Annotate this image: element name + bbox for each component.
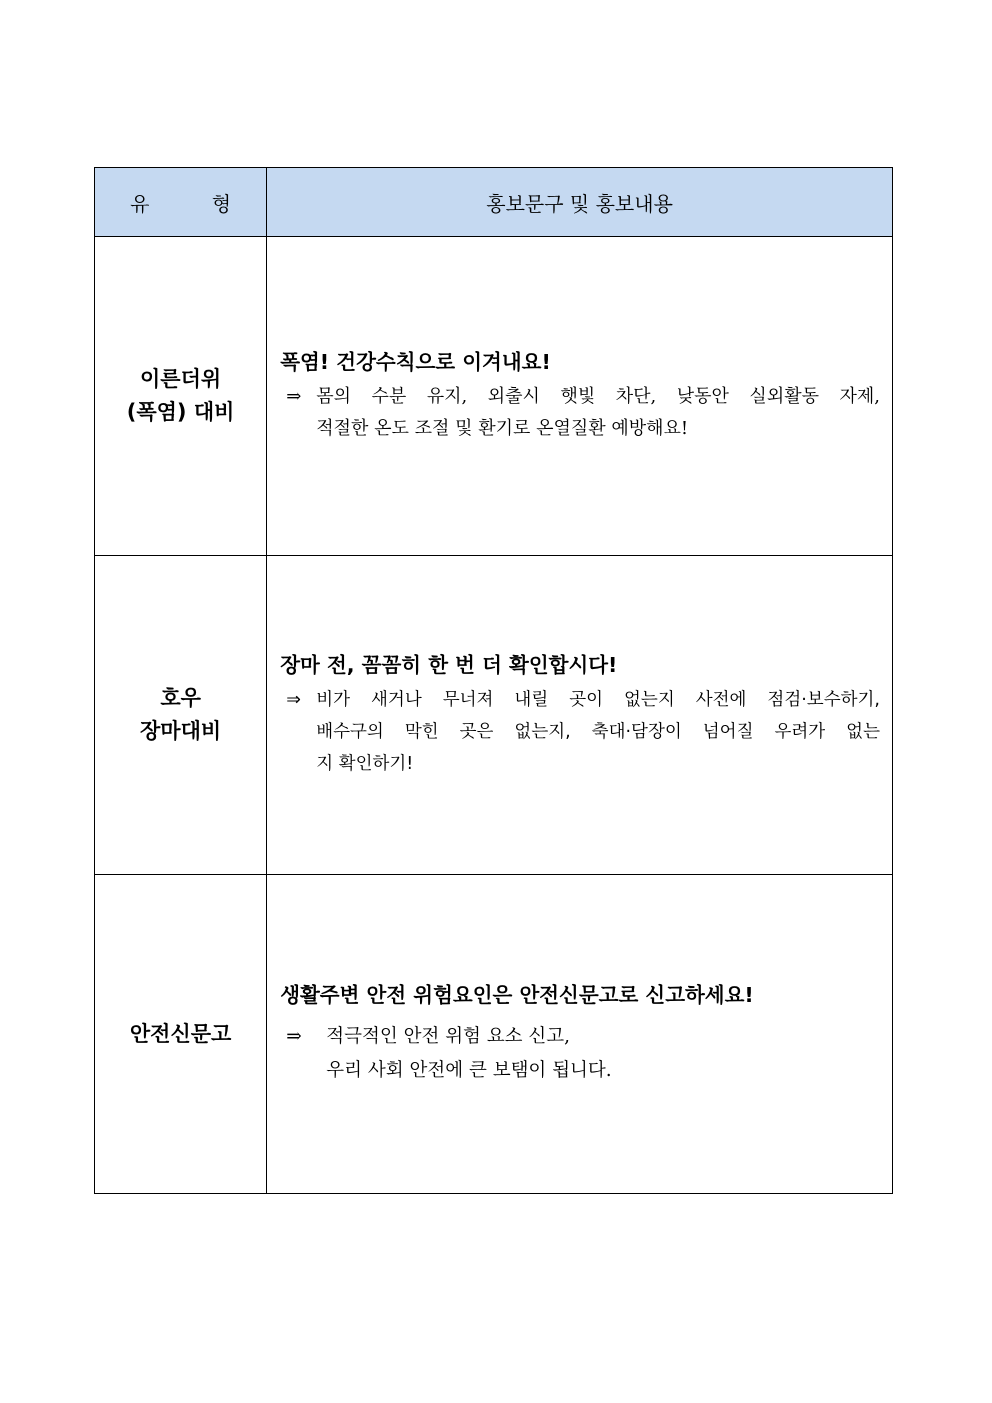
headline: 생활주변 안전 위험요인은 안전신문고로 신고하세요! bbox=[280, 983, 754, 1007]
type-label-line: 안전신문고 bbox=[129, 1021, 232, 1046]
header-type-label: 유 형 bbox=[130, 191, 260, 216]
header-content-label: 홍보문구 및 홍보내용 bbox=[486, 191, 673, 216]
type-cell bbox=[95, 875, 267, 1194]
detail-line: 적극적인 안전 위험 요소 신고, bbox=[326, 1026, 571, 1047]
detail-block bbox=[280, 381, 880, 445]
type-label-line: (폭염) 대비 bbox=[126, 400, 235, 424]
detail-block bbox=[280, 1020, 880, 1088]
type-cell bbox=[95, 556, 267, 875]
content-cell bbox=[267, 875, 893, 1194]
table-row-monsoon bbox=[95, 556, 893, 875]
arrow-icon: ⇒ bbox=[286, 1026, 302, 1047]
detail-text bbox=[316, 381, 880, 445]
detail-line: 적절한 온도 조절 및 환기로 온열질환 예방해요! bbox=[316, 418, 689, 439]
detail-line: 지 확인하기! bbox=[316, 754, 414, 774]
content-cell bbox=[267, 237, 893, 556]
detail-line: 비가 새거나 무너져 내릴 곳이 없는지 사전에 점검·보수하기, bbox=[316, 690, 880, 710]
detail-line: 우리 사회 안전에 큰 보탬이 됩니다. bbox=[326, 1060, 612, 1081]
type-label-line: 호우 bbox=[160, 686, 201, 710]
detail-text bbox=[316, 684, 880, 780]
headline: 폭염! 건강수칙으로 이겨내요! bbox=[280, 350, 551, 374]
detail-text bbox=[326, 1020, 880, 1088]
type-cell bbox=[95, 237, 267, 556]
header-type-cell bbox=[95, 168, 267, 237]
detail-line: 배수구의 막힌 곳은 없는지, 축대·담장이 넘어질 우려가 없는 bbox=[316, 722, 880, 742]
arrow-icon: ⇒ bbox=[286, 386, 302, 407]
table-header-row bbox=[95, 168, 893, 237]
promotion-table bbox=[94, 167, 893, 1194]
arrow-icon: ⇒ bbox=[286, 690, 301, 710]
header-content-cell bbox=[267, 168, 893, 237]
detail-line: 몸의 수분 유지, 외출시 햇빛 차단, 낮동안 실외활동 자제, bbox=[316, 386, 880, 407]
headline: 장마 전, 꼼꼼히 한 번 더 확인합시다! bbox=[280, 653, 618, 677]
type-label-line: 이른더위 bbox=[140, 367, 222, 391]
type-label-line: 장마대비 bbox=[140, 719, 222, 743]
table-row-heatwave bbox=[95, 237, 893, 556]
content-cell bbox=[267, 556, 893, 875]
detail-block bbox=[280, 684, 880, 780]
table-row-safety-report bbox=[95, 875, 893, 1194]
